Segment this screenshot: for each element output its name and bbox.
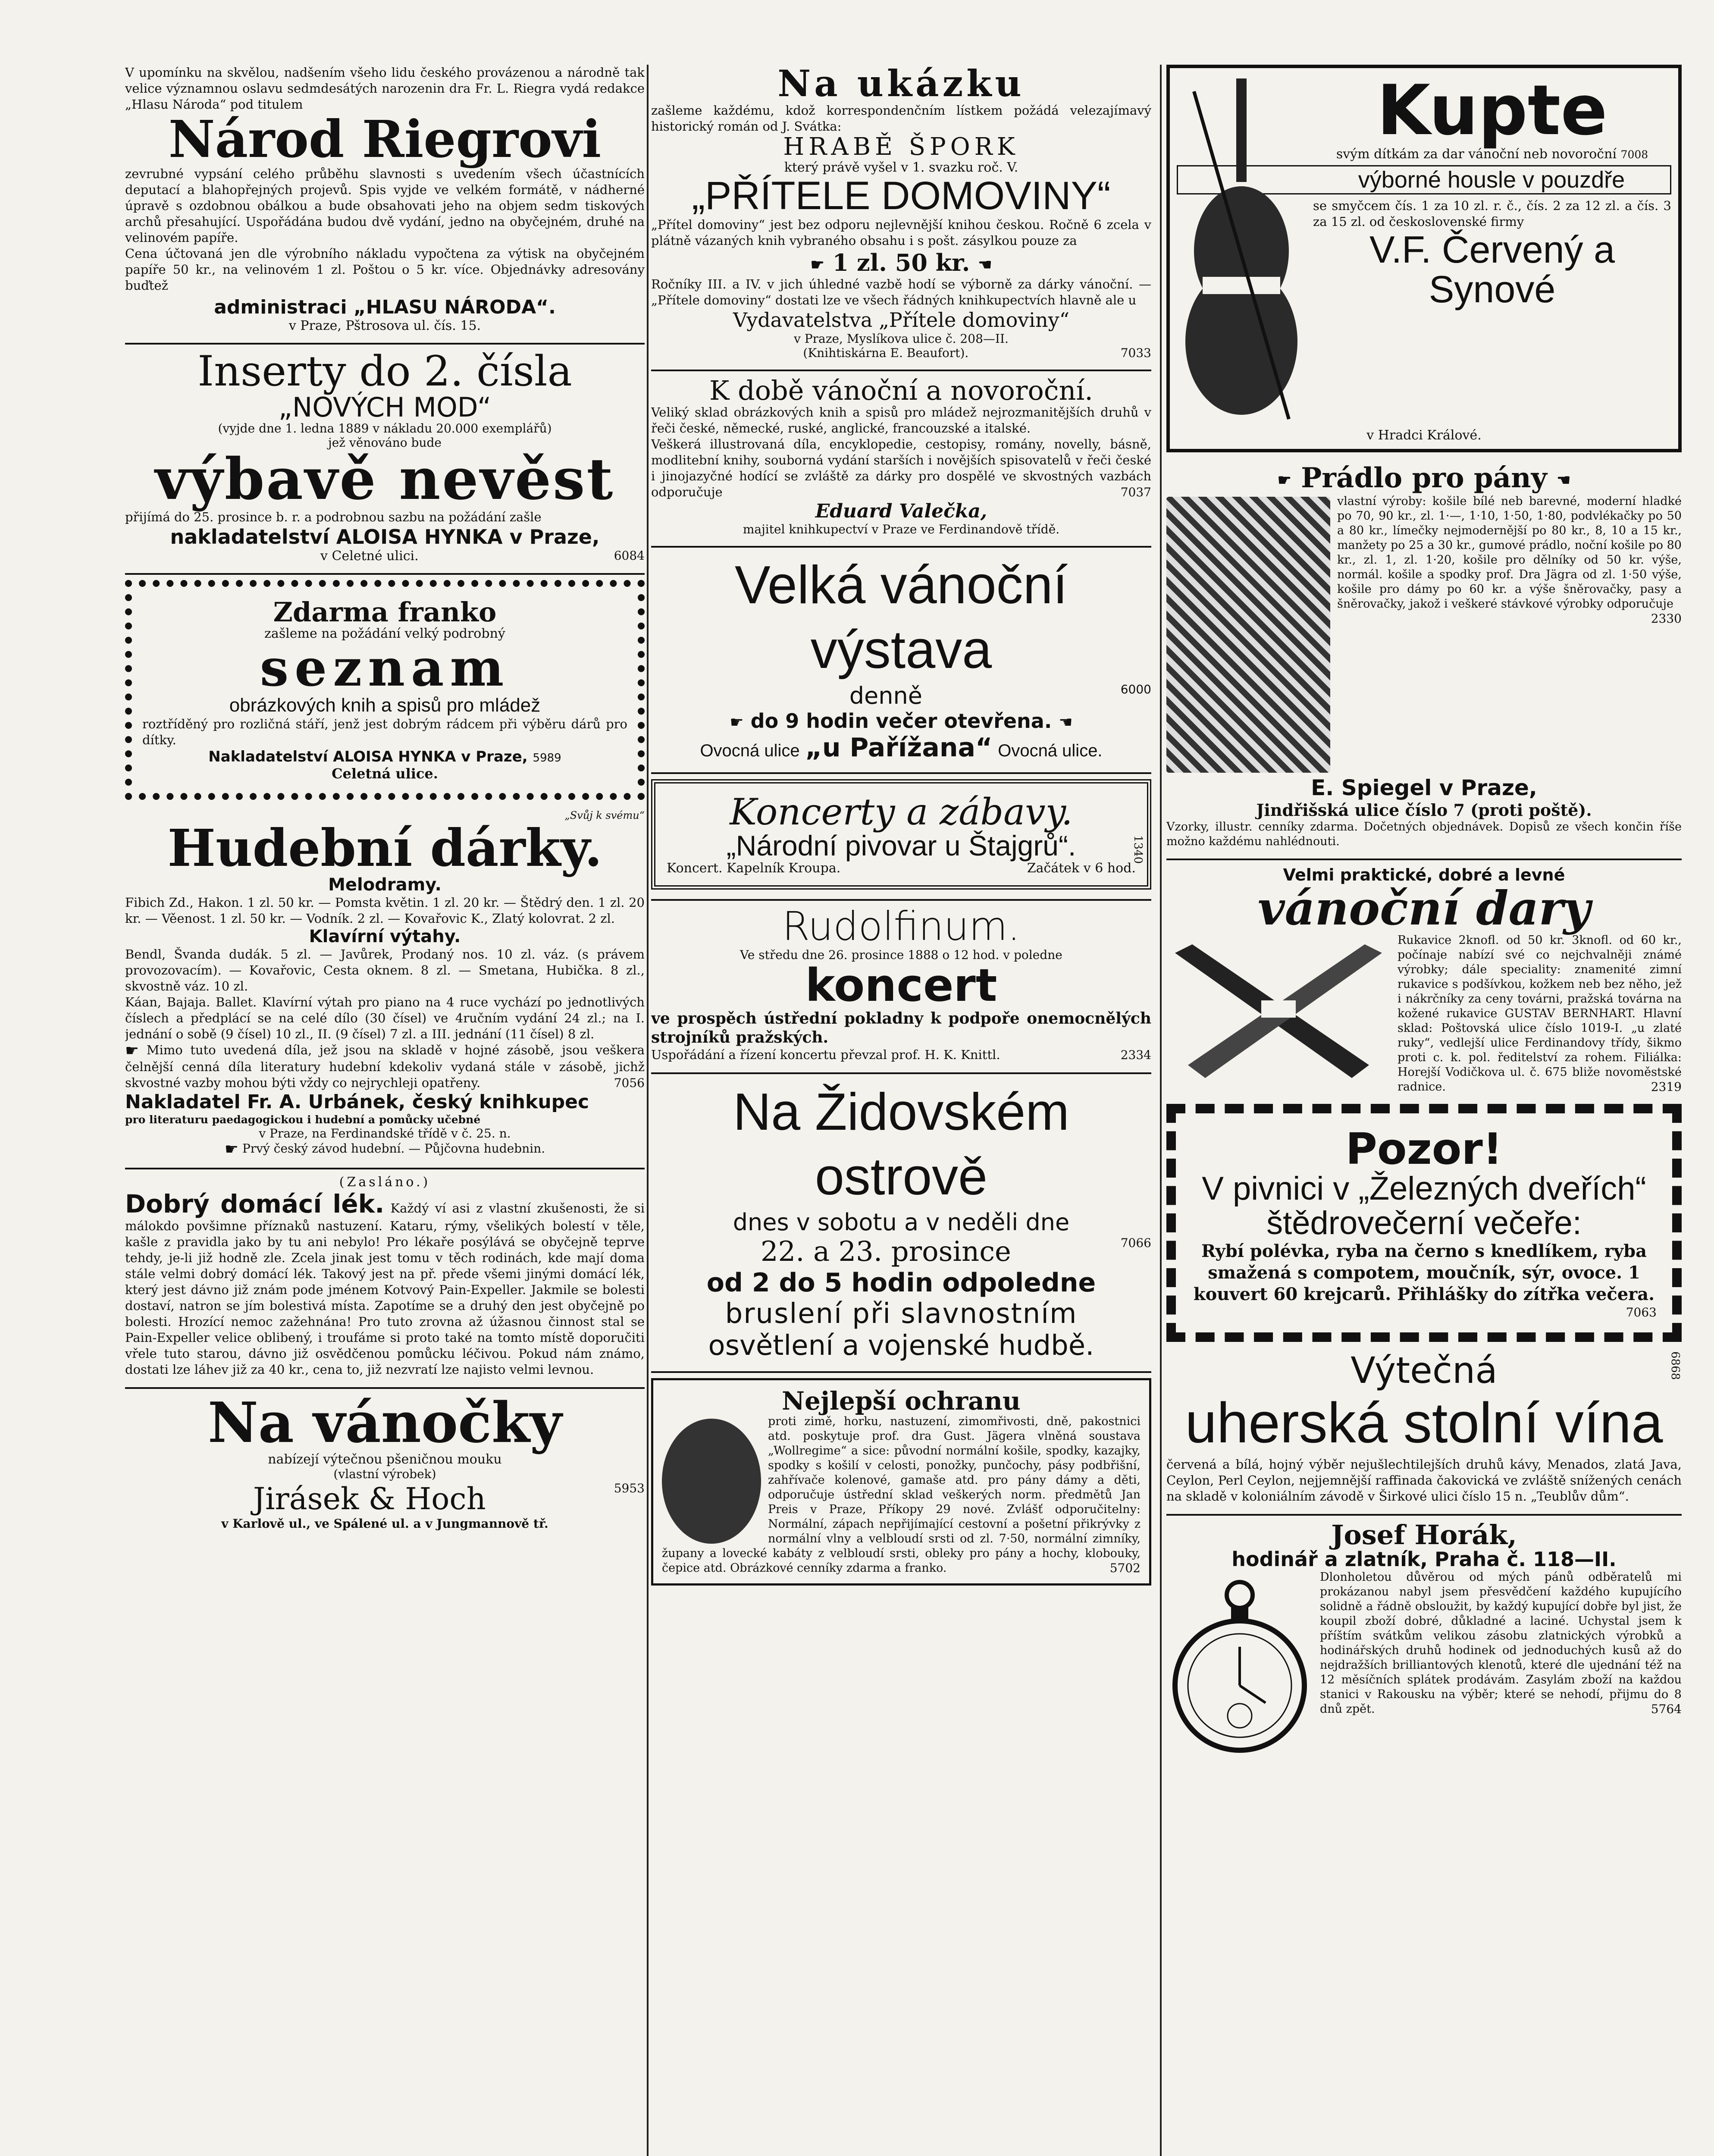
- pointing-hand-icon: ☛: [1277, 471, 1291, 489]
- divider: [125, 343, 645, 345]
- ad-number: 7033: [1120, 345, 1151, 360]
- ad-number: 2330: [1651, 611, 1682, 626]
- dary-body: Rukavice 2knofl. od 50 kr. 3knofl. od 60 kr., počínaje nabízí své co nejchvalněji známé výrobky; dále speciality: znamenité zimní rukavice s podšívkou, kožkem neb bez něho, jež i nákrčníky za ceny továrni, pražská továrna na kožené rukavice GUSTAV BERNHART. Hlavní sklad: Poštovská ulice číslo 1019-I. „u zlaté ruky“, vedlejší ulice Ferdinandovy třídy, šikmo proti c. k. pol. ředitelství za rohem. Filiálka: Horejší Vodičkova ul. č. 675 bliže novoměstské radnice.: [1398, 934, 1682, 1094]
- koncerty-line2: Začátek v 6 hod.: [1027, 861, 1136, 876]
- hudebni-text: Bendl, Švanda dudák. 5 zl. — Javůrek, Prodaný nos. 10 zl. váz. (s právem provozovacím). — Kovařovic, Cesta oknem. 8 zl. — Smetana, Hubička. 8 zl., skvostně váz. 10 zl.: [125, 947, 645, 994]
- ad-number: 5989: [533, 752, 561, 765]
- divider: [651, 1072, 1151, 1074]
- vystava-street: Ovocná ulice: [700, 741, 800, 760]
- divider: [651, 370, 1151, 371]
- ostrov-title: Na Židovském ostrově: [733, 1082, 1069, 1206]
- ad-number: 2319: [1651, 1080, 1682, 1094]
- riegr-address: administraci „HLASU NÁRODA“.: [214, 296, 556, 318]
- ukazka-title: Na ukázku: [777, 65, 1025, 105]
- vino-title1: Výtečná: [1351, 1349, 1498, 1391]
- kupte-boxed: výborné housle v pouzdře: [1177, 165, 1671, 194]
- ad-number: 7056: [614, 1075, 645, 1090]
- ukazka-press: (Knihtiskárna E. Beaufort).: [803, 345, 969, 360]
- dobe-title: K době vánoční a novoroční.: [709, 374, 1093, 406]
- hudebni-text: Mimo tuto uvedená díla, jež jsou na skladě v hojné zásobě, jsou veškera čelnější cenná díla literatury hudební kdekoliv vydaná stále v zásobě, jichž skvostné vazby mohou býti vždy co nejrychleji opatřeny.: [125, 1043, 645, 1090]
- horak-name: Josef Horák,: [1331, 1519, 1517, 1551]
- ad-number: 6000: [1120, 682, 1151, 696]
- ad-vanocni-dary: [1166, 865, 1682, 1094]
- koncerty-line1: Koncert. Kapelník Kroupa.: [667, 861, 841, 876]
- ochrana-body: proti zimě, horku, nastuzení, zimomřivosti, dně, pakostnici atd. poskytuje prof. dra Gust. Jägera vlněná soustava „Wollregime“ a sice: původní normální košile, spodky, kazajky, spodky s košilí v celosti, ponožky, punčochy, pásy podbřišní, zahřívače kolenové, gamaše atd. pro pány dámy a děti, odporučuje ústřední sklad veškerých norm. předmětů Jan Preis v Praze, Příkopy 29 nové. Zvlášť odporučitelny: Normální, zápach nepřijímající cestovní a pošetní přikrývky z normální vlny a velbloudí srsti od zl. 7·50, normální zimníky, župany a lovecké kabáty z velbloudí srsti, obleky pro pány a hochy, klobouky, čepice atd. Obrázkové cenníky zdarma a franko.: [662, 1414, 1141, 1575]
- ad-number: 7066: [1120, 1235, 1151, 1250]
- horak-body: Dlonholetou důvěrou od mých pánů odběratelů mi prokázanou nabyl jsem přesvědčení každého kupujícího solidně a řádně obsloužit, by každý kupující dobře byl jist, že koupil zboží dobré, důkladné a laciné. Uchystal jsem k příštím svátkům velikou zásobu zlatnických výrobků a hodinářských druhů hodinek od jednoduchých kusů až do nejdražších brilliantových klenotů, které dle ujednání též na 12 měsíčních splátek prodávám. Zasylám zboží na každou stanici v Rakousku na výběr; které se nehodí, přijmu do 8 dnů zpět.: [1320, 1570, 1682, 1716]
- ad-number: 7037: [1120, 485, 1151, 499]
- divider: [651, 546, 1151, 548]
- ukazka-price: 1 zl. 50 kr.: [832, 248, 970, 276]
- dobe-address: majitel knihkupectví v Praze ve Ferdinandově třídě.: [743, 522, 1060, 536]
- ad-kupte: [1166, 65, 1682, 452]
- vystava-line2: do 9 hodin večer otevřena.: [750, 709, 1052, 733]
- portrait-image: [662, 1419, 761, 1544]
- ad-seznam: [125, 580, 645, 800]
- dary-title: vánoční dary: [1257, 881, 1591, 936]
- koncerty-place: „Národní pivovar u Štajgrů“.: [726, 829, 1076, 862]
- ad-vino: [1166, 1351, 1682, 1504]
- vino-body: červená a bílá, hojný výběr nejušlechtilejších druhů kávy, Menados, zlatá Java, Ceylon, Perl Ceylon, nejjemnější raffinada čakovická ve zvláště snížených cenách na skladě v koloniálním závodě v Širkové ulici číslo 15 n. „Teublův dům“.: [1166, 1457, 1682, 1504]
- ad-rudolfinum: [651, 903, 1151, 1063]
- zaslano-title: Dobrý domácí lék.: [125, 1189, 385, 1219]
- ad-number: 5764: [1651, 1702, 1682, 1716]
- ad-number: 6868: [1669, 1351, 1682, 1380]
- hudebni-heading: Klavírní výtahy.: [309, 927, 461, 947]
- vino-title2: uherská stolní vína: [1185, 1391, 1663, 1455]
- hudebni-motto: „Svůj k svému“: [564, 809, 645, 822]
- ostrov-line5: osvětlení a vojenské hudbě.: [708, 1329, 1094, 1362]
- hudebni-text: Fibich Zd., Hakon. 1 zl. 50 kr. — Pomsta květin. 1 zl. 20 kr. — Štědrý den. 1 zl. 20 kr. — Věenost. 1 zl. 50 kr. — Vodník. 2 zl. — Kovařovic K., Zlatý kolovrat. 2 zl.: [125, 895, 645, 926]
- riegr-title: Národ Riegrovi: [168, 109, 602, 169]
- ostrov-line3: od 2 do 5 hodin odpoledne: [706, 1267, 1096, 1298]
- gloves-image: [1166, 936, 1391, 1082]
- vystava-street: Ovocná ulice.: [998, 741, 1103, 760]
- column-rule: [647, 65, 649, 2156]
- hudebni-title: Hudební dárky.: [167, 818, 602, 878]
- gloves-icon: [1166, 936, 1391, 1082]
- inserty-big: výbavě nevěst: [155, 445, 615, 513]
- ostrov-line4: bruslení při slavnostním: [725, 1297, 1078, 1330]
- column-middle: [651, 65, 1151, 2156]
- ukazka-novel: HRABĚ ŠPORK: [783, 133, 1019, 161]
- kupte-city: v Hradci Králové.: [1366, 428, 1482, 443]
- ukazka-body: „Přítel domoviny“ jest bez odporu nejlevnější knihou českou. Ročně 6 zcela v plátně vázaných knih vybraného obsahu i s pošt. zásylkou pouze za: [651, 217, 1151, 248]
- inserty-subtitle: „NOVÝCH MOD“: [278, 391, 492, 423]
- pozor-line1: V pivnici v „Železných dveřích“: [1202, 1170, 1646, 1207]
- pointing-hand-icon: ☛: [810, 255, 824, 274]
- vanocky-line2: (vlastní výrobek): [333, 1467, 436, 1482]
- pointing-hand-icon: ☛: [730, 713, 744, 731]
- column-rule: [1160, 65, 1162, 2156]
- ad-nejlepsi-ochrana: [651, 1378, 1151, 1586]
- ad-k-dobe-vanocni: [651, 376, 1151, 536]
- rudolfinum-big: koncert: [805, 959, 997, 1012]
- divider: [651, 772, 1151, 774]
- seznam-firm: Nakladatelství ALOISA HYNKA v Praze,: [208, 748, 528, 766]
- ad-pozor: [1166, 1104, 1682, 1342]
- pradlo-address: Jindřišská ulice číslo 7 (proti poště).: [1256, 800, 1592, 820]
- hudebni-heading: Melodramy.: [328, 875, 442, 895]
- ad-na-vanocky: [125, 1390, 645, 1531]
- ad-number: 1340: [1131, 835, 1144, 864]
- ad-number: 7063: [1626, 1305, 1657, 1319]
- divider: [125, 573, 645, 575]
- inserty-note2: jež věnováno bude: [328, 435, 442, 450]
- ukazka-line2: který právě vyšel v 1. svazku roč. V.: [784, 160, 1018, 175]
- hudebni-last: Prvý český závod hudební. — Půjčovna hudebnin.: [242, 1141, 545, 1156]
- horak-job: hodinář a zlatník, Praha č. 118—II.: [1231, 1548, 1617, 1571]
- ad-number: 7008: [1620, 148, 1648, 161]
- ochrana-title: Nejlepší ochranu: [782, 1386, 1021, 1416]
- ukazka-firm: Vydavatelstva „Přítele domoviny“: [733, 308, 1070, 332]
- violin-image: [1177, 74, 1306, 428]
- divider: [125, 1387, 645, 1389]
- pozor-body: Rybí polévka, ryba na černo s knedlíkem, ryba smažená s compotem, moučník, sýr, ovoce. 1 kouvert 60 krejcarů. Přihlášky do zítřka večera.: [1193, 1241, 1655, 1304]
- vanocky-address: v Karlově ul., ve Spálené ul. a v Jungmannově tř.: [221, 1517, 548, 1531]
- ad-number: 5953: [614, 1481, 645, 1496]
- hudebni-firm: Nakladatel Fr. A. Urbánek, český knihkupec: [125, 1091, 589, 1113]
- seznam-street: Celetná ulice.: [332, 765, 438, 782]
- zaslano-body: Každý ví asi z vlastní zkušenosti, že si málokdo povšimne příznaků nastuzení. Kataru, rýmy, všelikých bolestí v těle, kašle z pravidla jako by tu ani nebylo! Pro lékaře posýlává se obyčejně teprve tehdy, je-li již hodně zle. Zcela jinak jest tomu v těch rodinách, kde mají doma stále velmi dobrý domácí lék. Takový jest na př. přede všemi jinými domácí lék, který jest dávno již znám pode jménem Kotvový Pain-Expeller. Jakmile se bolesti dostaví, natron se jím bolestivá místa. Zapotíme se a druhý den jest obyčejně po bolesti. Hrozící nemoc zažehnána! Pro tuto zrovna až úžasnou činnost stal se Pain-Expeller velice oblibený, i troufáme si proto také na tomto místě doporučiti vřele tuto starou, dávno již osvědčenou pomůcku léčivou. Pokud nám známo, dostati lze láhev již za 40 kr., cena to, již nezvratí lze najisto velmi levnou.: [125, 1200, 645, 1377]
- zaslano-head: (Zasláno.): [339, 1174, 431, 1190]
- pointing-hand-icon: ☛: [224, 1140, 239, 1158]
- pointing-hand-icon: ☚: [978, 255, 992, 274]
- ukazka-body2: Ročníky III. a IV. v jich úhledné vazbě hodí se výborně za dárky vánoční. — „Přítele domoviny“ dostati lze ve všech řádných knihkupectvích hlavně ale u: [651, 276, 1151, 307]
- riegr-intro: V upomínku na skvělou, nadšením všeho lidu českého provázenou a národně tak velice významnou oslavu sedmdesátých narozenin dra Fr. L. Riegra vydá redakce „Hlasu Národa“ pod titulem: [125, 65, 645, 112]
- ad-vanocni-vystava: [651, 553, 1151, 763]
- inserty-text: přijímá do 25. prosince b. r. a podrobnou sazbu na požádání zašle: [125, 510, 542, 525]
- seznam-line2: zašleme na požádání velký podrobný: [264, 626, 505, 642]
- divider: [1166, 859, 1682, 860]
- ad-koncerty: [651, 779, 1151, 890]
- pradlo-title: Prádlo pro pány: [1301, 462, 1547, 494]
- ad-hudebni-darky: [125, 809, 645, 1158]
- ad-zaslano: [125, 1175, 645, 1378]
- ad-zidovsky-ostrov: [651, 1079, 1151, 1362]
- rudolfinum-line2: ve prospěch ústřední pokladny k podpoře onemocnělých strojníků pražských.: [651, 1009, 1151, 1047]
- seznam-line1: Zdarma franko: [273, 596, 497, 628]
- pointing-hand-icon: ☛: [125, 1042, 139, 1060]
- kupte-line2: se smyčcem čís. 1 za 10 zl. r. č., čís. 2 za 12 zl. a čís. 3 za 15 zl. od československé firmy: [1313, 198, 1671, 229]
- shirt-image: [1166, 497, 1330, 773]
- ad-pradlo: [1166, 462, 1682, 849]
- column-left: [125, 65, 645, 2156]
- ad-number: 2334: [1120, 1047, 1151, 1062]
- ukazka-line1: zašleme každému, kdož korrespondenčním lístkem požádá velezajímavý historický román od J. Svátka:: [651, 103, 1151, 134]
- kupte-line1: svým dítkám za dar vánoční neb novoroční: [1336, 147, 1617, 162]
- pointing-hand-icon: ☚: [1557, 471, 1571, 489]
- divider: [1166, 1514, 1682, 1516]
- inserty-street: v Celetné ulici.: [320, 548, 419, 564]
- seznam-big: seznam: [260, 638, 510, 698]
- pocket-watch-icon: [1166, 1573, 1313, 1755]
- hudebni-firm2: pro literaturu paedagogickou i hudební a pomůcky učebné: [125, 1113, 481, 1126]
- ukazka-big: „PŘÍTELE DOMOVINY“: [692, 173, 1111, 218]
- koncerty-title: Koncerty a zábavy.: [730, 790, 1073, 833]
- rudolfinum-title: Rudolfinum.: [782, 903, 1020, 950]
- ostrov-line2: 22. a 23. prosince: [760, 1235, 1011, 1268]
- pointing-hand-icon: ☚: [1059, 713, 1073, 731]
- pradlo-body: vlastní výroby: košile bílé neb barevné, moderní hladké po 70, 90 kr., zl. 1·—, 1·10, 1·50, 1·80, podvlékačky po 50 a 80 kr., límečky nejmodernější po 80 kr., 8, 10 a 15 kr., manžety po 25 a 30 kr., gumové prádlo, noční košile po 80 kr., zl. 1, zl. 1·20, košile pro dělníky od 50 kr. výše, normál. košile a spodky prof. Dra Jägra od zl. 1·50 výše, košile pro dámy po 60 kr. a výše šněrovačky, pasy a šněrovačky, jakož i veškeré stávkové výrobky odporučuje: [1337, 495, 1682, 611]
- inserty-firm: nakladatelství ALOISA HYNKA v Praze,: [170, 525, 600, 549]
- divider: [125, 1168, 645, 1169]
- kupte-title: Kupte: [1377, 70, 1607, 150]
- seznam-line3: obrázkových knih a spisů pro mládež: [229, 695, 541, 716]
- dobe-body: Veliký sklad obrázkových knih a spisů pro mládež nejrozmanitějších druhů v řeči české, německé, ruské, anglické, francouzské a italské.: [651, 404, 1151, 436]
- pozor-title: Pozor!: [1345, 1124, 1503, 1175]
- ukazka-address: v Praze, Myslíkova ulice č. 208—II.: [794, 331, 1009, 346]
- inserty-note: (vyjde dne 1. ledna 1889 v nákladu 20.000 exemplářů): [218, 421, 552, 436]
- ad-number: 6084: [614, 548, 645, 563]
- vystava-shop: „u Pařížana“: [805, 732, 993, 763]
- vystava-title: Velká vánoční výstava: [734, 555, 1068, 680]
- pocket-watch-image: [1166, 1573, 1313, 1755]
- rudolfinum-line1: Ve středu dne 26. prosince 1888 o 12 hod. v poledne: [740, 947, 1062, 962]
- pradlo-firm: E. Spiegel v Praze,: [1311, 775, 1537, 800]
- ad-narod-riegrovi: [125, 65, 645, 333]
- riegr-street: v Praze, Pštrosova ul. čís. 15.: [288, 318, 481, 333]
- divider: [651, 1371, 1151, 1373]
- dary-line1: Velmi praktické, dobré a levné: [1283, 865, 1565, 884]
- inserty-title: Inserty do 2. čísla: [197, 347, 572, 395]
- divider: [651, 899, 1151, 901]
- dobe-name: Eduard Valečka,: [815, 500, 987, 522]
- riegr-body: zevrubné vypsání celého průběhu slavnosti s uvedením všech účastnících deputací a blahopřejných projevů. Spis vyjde ve velkém formátě, v nádherné úpravě s ozdobnou obálkou a bude obsahovati jeho na objem sedm tiskových archů přesahující. Uspořádána budou dvě vydání, jedno na obyčejném, druhé na velinovém papíře.: [125, 166, 645, 245]
- pradlo-line3: Vzorky, illustr. cenníky zdarma. Dočetných objednávek. Dopisů ze všech končin říše možno každému nahlédnouti.: [1166, 820, 1682, 848]
- pozor-line2: štědrovečerní večeře:: [1266, 1205, 1582, 1242]
- violin-icon: [1177, 74, 1306, 428]
- vanocky-firm: Jirásek & Hoch: [253, 1481, 486, 1517]
- riegr-price: Cena účtovaná jen dle výrobního nákladu vypočtena za výtisk na obyčejném papíře 50 kr., na velinovém 1 zl. Poštou o 5 kr. více. Objednávky adresovány buďtež: [125, 246, 645, 293]
- hudebni-text: Káan, Bajaja. Ballet. Klavírní výtah pro piano na 4 ruce vychází po jednotlivých číslech a předplácí se na celé dílo (30 čísel) ve 4ručním vydání 24 zl.; na I. jednání o sobě (9 čísel) 10 zl., II. (9 čísel) 7 zl. a III. jednání (11 čísel) 8 zl.: [125, 995, 645, 1042]
- ad-number: 5702: [1109, 1561, 1141, 1575]
- vanocky-line1: nabízejí výtečnou pšeničnou mouku: [268, 1452, 502, 1467]
- vanocky-title: Na vánočky: [207, 1390, 562, 1455]
- column-right: [1166, 65, 1682, 2156]
- ad-horak: [1166, 1521, 1682, 1716]
- vystava-line1: denně: [849, 682, 922, 709]
- ad-inserty: [125, 347, 645, 564]
- ostrov-line1: dnes v sobotu a v neděli dne: [733, 1208, 1070, 1236]
- seznam-line4: roztříděný pro rozličná stáří, jenž jest dobrým rádcem při výběru dárů pro dítky.: [142, 717, 627, 748]
- kupte-firm: V.F. Červený a Synové: [1369, 228, 1615, 311]
- hudebni-address: v Praze, na Ferdinandské třídě v č. 25. n.: [259, 1126, 511, 1141]
- ad-na-ukazku: [651, 65, 1151, 360]
- rudolfinum-line3: Uspořádání a řízení koncertu převzal prof. H. K. Knittl.: [651, 1047, 1000, 1062]
- dobe-body2: Veškerá illustrovaná díla, encyklopedie, cestopisy, romány, novelly, básně, modlitební knihy, souborná vydání starších i novějších spisovatelů v řeči české i jinojazyčné hodící se zvláště za dárky pro dospělé ve skvostných vazbách odporučuje: [651, 436, 1151, 499]
